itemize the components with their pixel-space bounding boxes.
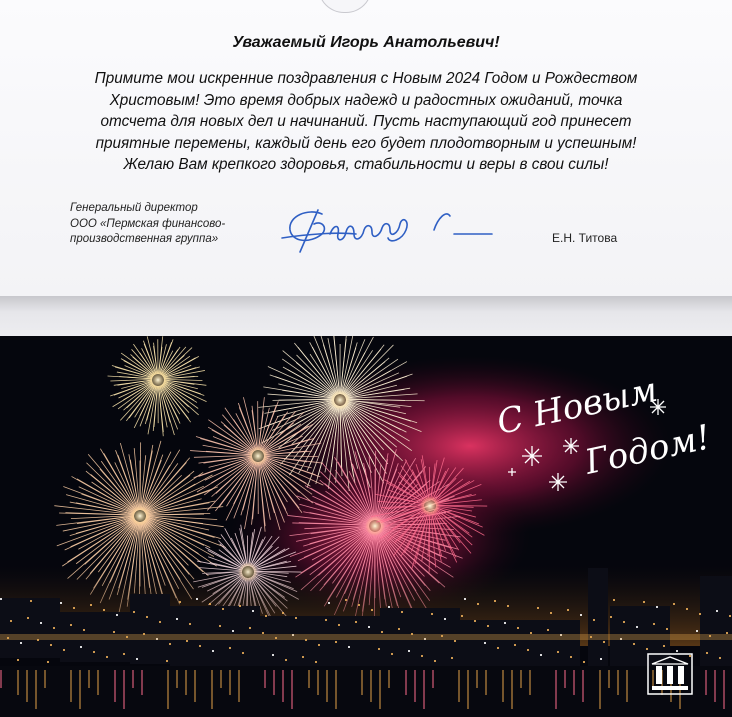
headline-line1: С Новым [493,369,661,443]
handwritten-signature [278,204,498,260]
signer-title [70,201,225,248]
embankment-lights [0,634,732,640]
river-water [0,666,732,717]
greeting: Уважаемый Игорь Анатольевич! [232,34,500,51]
body-line: Примите мои искренние поздравления с Новым 2024 Годом и Рождеством [94,70,638,87]
fold-shadow [0,296,732,336]
headline-line2: Годом! [581,417,714,483]
fireworks-illustration [0,336,732,717]
letter-panel [0,0,732,296]
body-line: приятные перемены, каждый день его будет плодотворным и успешным! [95,134,637,152]
signer-line: ООО «Пермская финансово- [70,217,226,230]
card-slot-notch [318,0,372,13]
letter-body [40,68,692,176]
body-line: Желаю Вам крепкого здоровья, стабильности и веры в свои силы! [123,156,609,173]
signer-line: производственная группа» [70,233,219,245]
fireworks-photo [0,336,732,717]
signer-name: Е.Н. Титова [552,231,618,245]
body-line: отсчета для новых дел и начинаний. Пусть наступающий год принесет [100,113,632,130]
signer-line: Генеральный директор [70,202,198,214]
body-line: Христовым! Это время добрых надежд и радостных ожиданий, точка [109,91,623,109]
